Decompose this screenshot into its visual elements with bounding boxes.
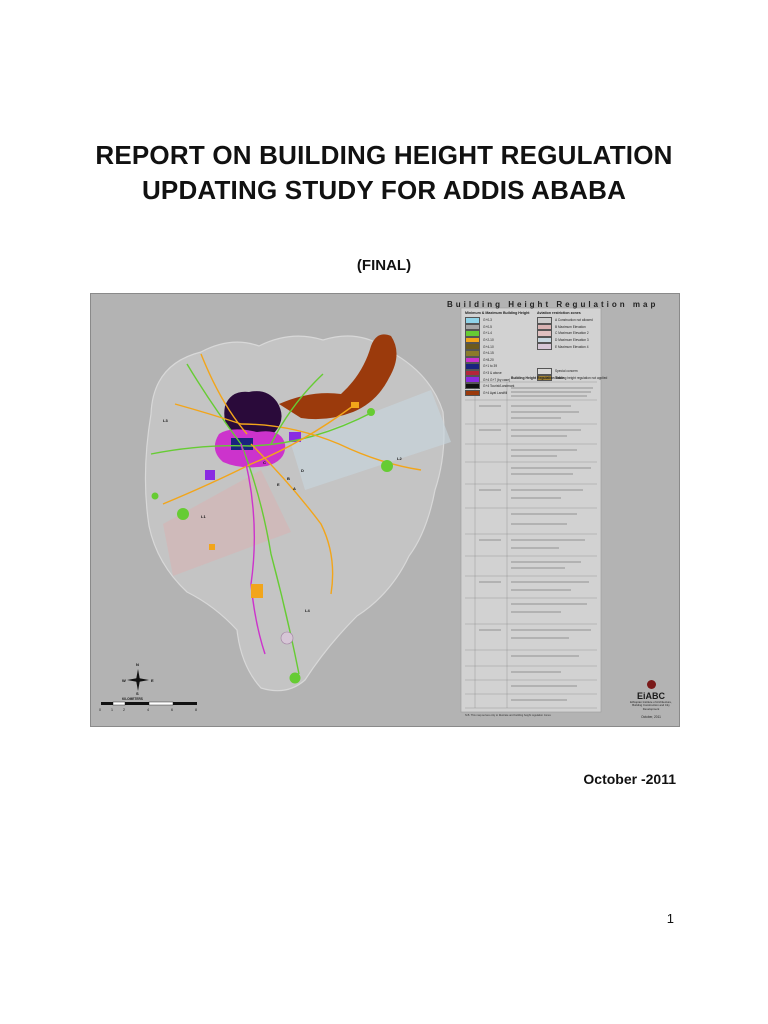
special-zone-circle <box>281 632 293 644</box>
scale-tick-0: 0 <box>99 708 101 712</box>
report-title-line1: REPORT ON BUILDING HEIGHT REGULATION <box>95 140 673 170</box>
legend-label: G+4-15 <box>483 351 494 356</box>
page-number: 1 <box>666 911 674 926</box>
special-legend-label: Building height regulation not applied <box>555 375 608 380</box>
legend-swatch <box>465 324 480 331</box>
aviation-legend-label: C Maximum Elevation 2 <box>555 331 589 336</box>
zone-label-l4: L4 <box>305 608 310 613</box>
green-node-2 <box>381 460 393 472</box>
special-legend-row <box>537 368 597 375</box>
org-name: EiABC <box>636 691 665 701</box>
zone-label-d: D <box>301 468 304 473</box>
aviation-legend-label: B Maximum Elevation <box>555 324 586 329</box>
legend-label: G+1-4 <box>483 331 492 336</box>
legend-swatch <box>465 357 480 364</box>
legend-label: G+3 & above <box>483 371 502 376</box>
green-node-5 <box>152 493 159 500</box>
zone-label-l2: L2 <box>397 456 402 461</box>
green-node-4 <box>367 408 375 416</box>
aviation-legend-row <box>537 337 597 344</box>
scale-tick-1: 1 <box>111 708 113 712</box>
aviation-legend-swatch <box>537 337 552 344</box>
legend-label: G+4-10 <box>483 344 494 349</box>
compass-e: E <box>151 678 154 683</box>
aviation-legend-swatch <box>537 343 552 350</box>
aviation-legend-row <box>537 330 597 337</box>
aviation-legend-swatch <box>537 330 552 337</box>
zone-label-l3: L3 <box>163 418 168 423</box>
map-note: N.B. This map serves only to illustrate and building height regulation zones <box>465 714 551 717</box>
orange-block-3 <box>351 402 359 408</box>
aviation-legend <box>537 311 597 350</box>
scale-tick-4: 4 <box>147 708 149 712</box>
scale-tick-6: 6 <box>171 708 173 712</box>
orange-block-1 <box>251 584 263 598</box>
aviation-legend-rows <box>537 317 597 350</box>
aviation-legend-row <box>537 324 597 331</box>
green-node-1 <box>177 508 189 520</box>
scale-label: KILOMETERS <box>122 697 143 701</box>
map-date: October, 2011 <box>641 715 661 720</box>
legend-swatch <box>465 317 480 324</box>
special-legend-swatch <box>537 368 552 375</box>
legend-label: G+4 Tourist/Landmark <box>483 384 515 389</box>
legend-label: G+0-5 <box>483 324 492 329</box>
aviation-legend-label: A Construction not allowed <box>555 318 593 323</box>
compass-n: N <box>136 662 139 667</box>
legend-label: G+4 Ayat Landfill <box>483 390 508 395</box>
aviation-legend-heading: Aviation restriction zones <box>537 311 581 315</box>
legend-row <box>465 350 591 357</box>
scale-bar <box>101 702 197 705</box>
legend-swatch <box>465 363 480 370</box>
legend-swatch <box>465 330 480 337</box>
report-title <box>0 138 768 208</box>
special-legend-label: Special concern <box>555 369 578 374</box>
map-title: Building Height Regulation map <box>447 300 659 309</box>
report-subtitle: (FINAL) <box>356 257 412 274</box>
legend-label: G+2-10 <box>483 338 494 343</box>
org-subtitle: Ethiopian Institute of Architecture, Building Construction and City Development <box>630 700 672 711</box>
legend-swatch <box>465 350 480 357</box>
legend-label: G+4 G+7 (by case) <box>483 377 511 382</box>
zone-label-c: C <box>263 460 266 465</box>
scale-tick-8: 8 <box>195 708 197 712</box>
legend-label: G+8-20 <box>483 357 494 362</box>
eiabc-logo <box>629 680 673 719</box>
zone-label-b: B <box>287 476 290 481</box>
legend-label: G+0-3 <box>483 318 492 323</box>
zone-label-a: A <box>293 486 296 491</box>
zone-label-l1: L1 <box>201 514 206 519</box>
legend-swatch <box>465 337 480 344</box>
aviation-legend-label: E Maximum Elevation 4 <box>555 344 589 349</box>
scale-tick-2: 2 <box>123 708 125 712</box>
aviation-legend-row <box>537 343 597 350</box>
legend-heading: Minimum & Maximum Building Height <box>465 311 530 315</box>
emblem-icon <box>647 680 656 689</box>
regulation-table-head: Building Height Regulation Table <box>511 376 565 380</box>
aviation-legend-swatch <box>537 324 552 331</box>
legend-row <box>465 357 591 364</box>
legend-label: G+1 to 39 <box>483 364 498 369</box>
orange-block-2 <box>209 544 215 550</box>
legend-swatch <box>465 370 480 377</box>
report-title-line2: UPDATING STUDY FOR ADDIS ABABA <box>141 175 627 205</box>
compass-rose <box>127 669 149 691</box>
zone-label-e: E <box>277 482 280 487</box>
zone-purple-small <box>205 470 215 480</box>
compass-s: S <box>136 691 139 696</box>
aviation-legend-swatch <box>537 317 552 324</box>
aviation-legend-row <box>537 317 597 324</box>
building-height-map <box>90 293 680 727</box>
legend-swatch <box>465 343 480 350</box>
report-date: October -2011 <box>583 771 676 787</box>
aviation-legend-label: D Maximum Elevation 3 <box>555 338 589 343</box>
compass-w: W <box>122 678 126 683</box>
green-node-3 <box>290 673 301 684</box>
